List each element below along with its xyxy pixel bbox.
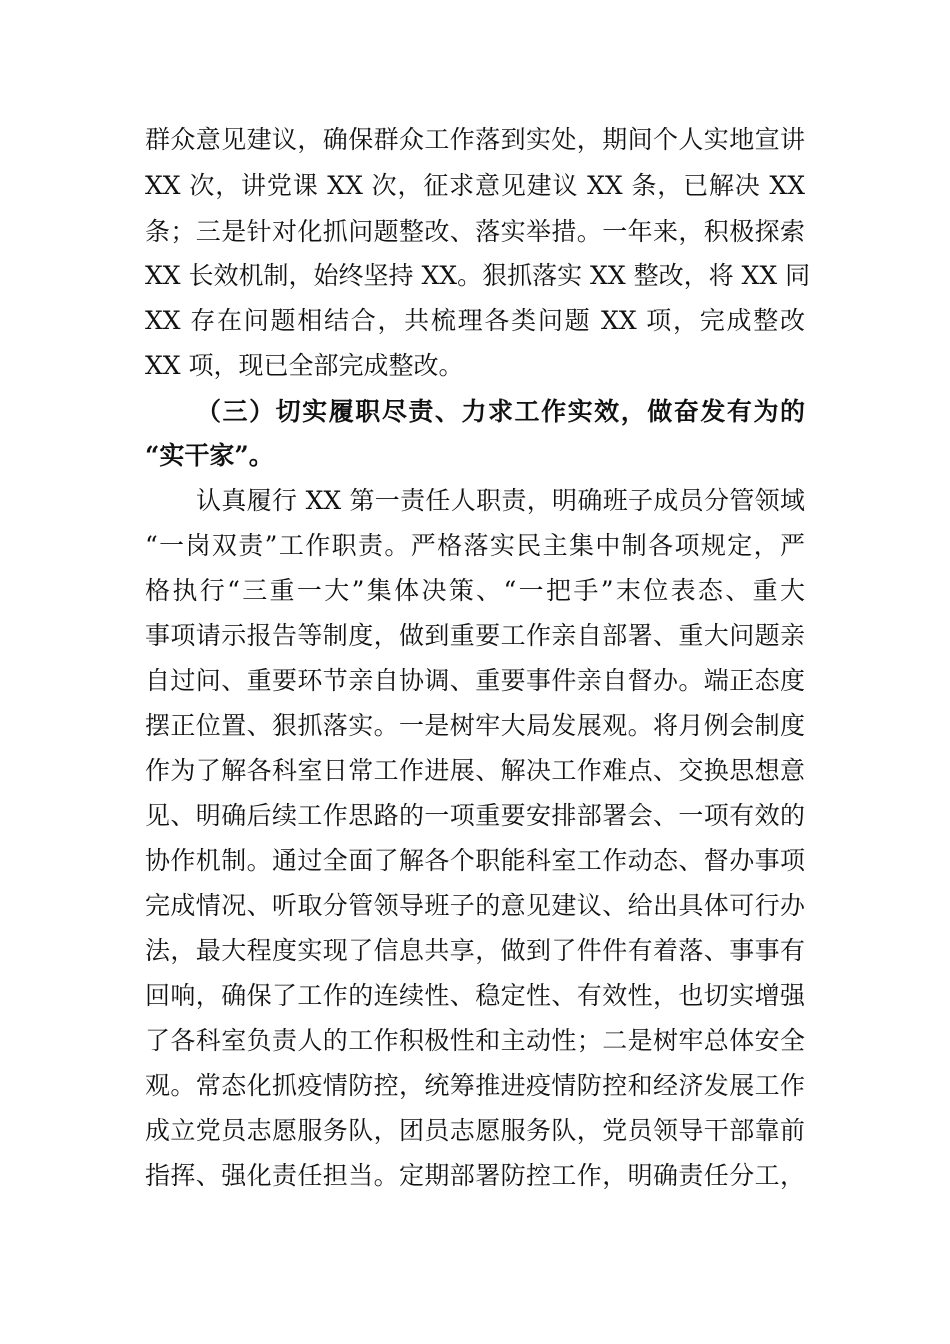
paragraph-line: 作为了解各科室日常工作进展、解决工作难点、交换思想意 <box>145 756 805 785</box>
paragraph-line: “一岗双责”工作职责。严格落实民主集中制各项规定，严 <box>145 531 805 560</box>
paragraph-line: 群众意见建议，确保群众工作落到实处，期间个人实地宣讲 <box>145 125 805 154</box>
paragraph-line: 事项请示报告等制度，做到重要工作亲自部署、重大问题亲 <box>145 621 805 650</box>
paragraph-line: 摆正位置、狠抓落实。一是树牢大局发展观。将月例会制度 <box>145 711 805 740</box>
paragraph-line: 见、明确后续工作思路的一项重要安排部署会、一项有效的 <box>145 801 805 830</box>
paragraph-line: 自过问、重要环节亲自协调、重要事件亲自督办。端正态度 <box>145 666 805 695</box>
paragraph-line: 回响，确保了工作的连续性、稳定性、有效性，也切实增强 <box>145 981 805 1010</box>
paragraph-line: 格执行“三重一大”集体决策、“一把手”末位表态、重大 <box>145 576 805 605</box>
section-heading: “实干家”。 <box>145 441 274 470</box>
paragraph-line: 协作机制。通过全面了解各个职能科室工作动态、督办事项 <box>145 846 805 875</box>
paragraph-line: 条；三是针对化抓问题整改、落实举措。一年来，积极探索 <box>145 217 805 246</box>
paragraph-line: 法，最大程度实现了信息共享，做到了件件有着落、事事有 <box>145 936 805 965</box>
paragraph-line: 认真履行 XX 第一责任人职责，明确班子成员分管领域 <box>196 486 805 515</box>
paragraph-line: 完成情况、听取分管领导班子的意见建议、给出具体可行办 <box>145 891 805 920</box>
section-heading: （三）切实履职尽责、力求工作实效，做奋发有为的 <box>196 397 805 426</box>
paragraph-line: 成立党员志愿服务队，团员志愿服务队，党员领导干部靠前 <box>145 1116 805 1145</box>
paragraph-line: XX 次，讲党课 XX 次，征求意见建议 XX 条，已解决 XX <box>145 171 805 200</box>
paragraph-line: XX 存在问题相结合，共梳理各类问题 XX 项，完成整改 <box>145 306 805 335</box>
paragraph-line: 指挥、强化责任担当。定期部署防控工作，明确责任分工， <box>145 1161 805 1190</box>
paragraph-line: XX 项，现已全部完成整改。 <box>145 351 464 380</box>
paragraph-line: XX 长效机制，始终坚持 XX。狠抓落实 XX 整改，将 XX 同 <box>145 261 811 290</box>
paragraph-line: 了各科室负责人的工作积极性和主动性；二是树牢总体安全 <box>145 1026 805 1055</box>
paragraph-line: 观。常态化抓疫情防控，统筹推进疫情防控和经济发展工作 <box>145 1071 805 1100</box>
